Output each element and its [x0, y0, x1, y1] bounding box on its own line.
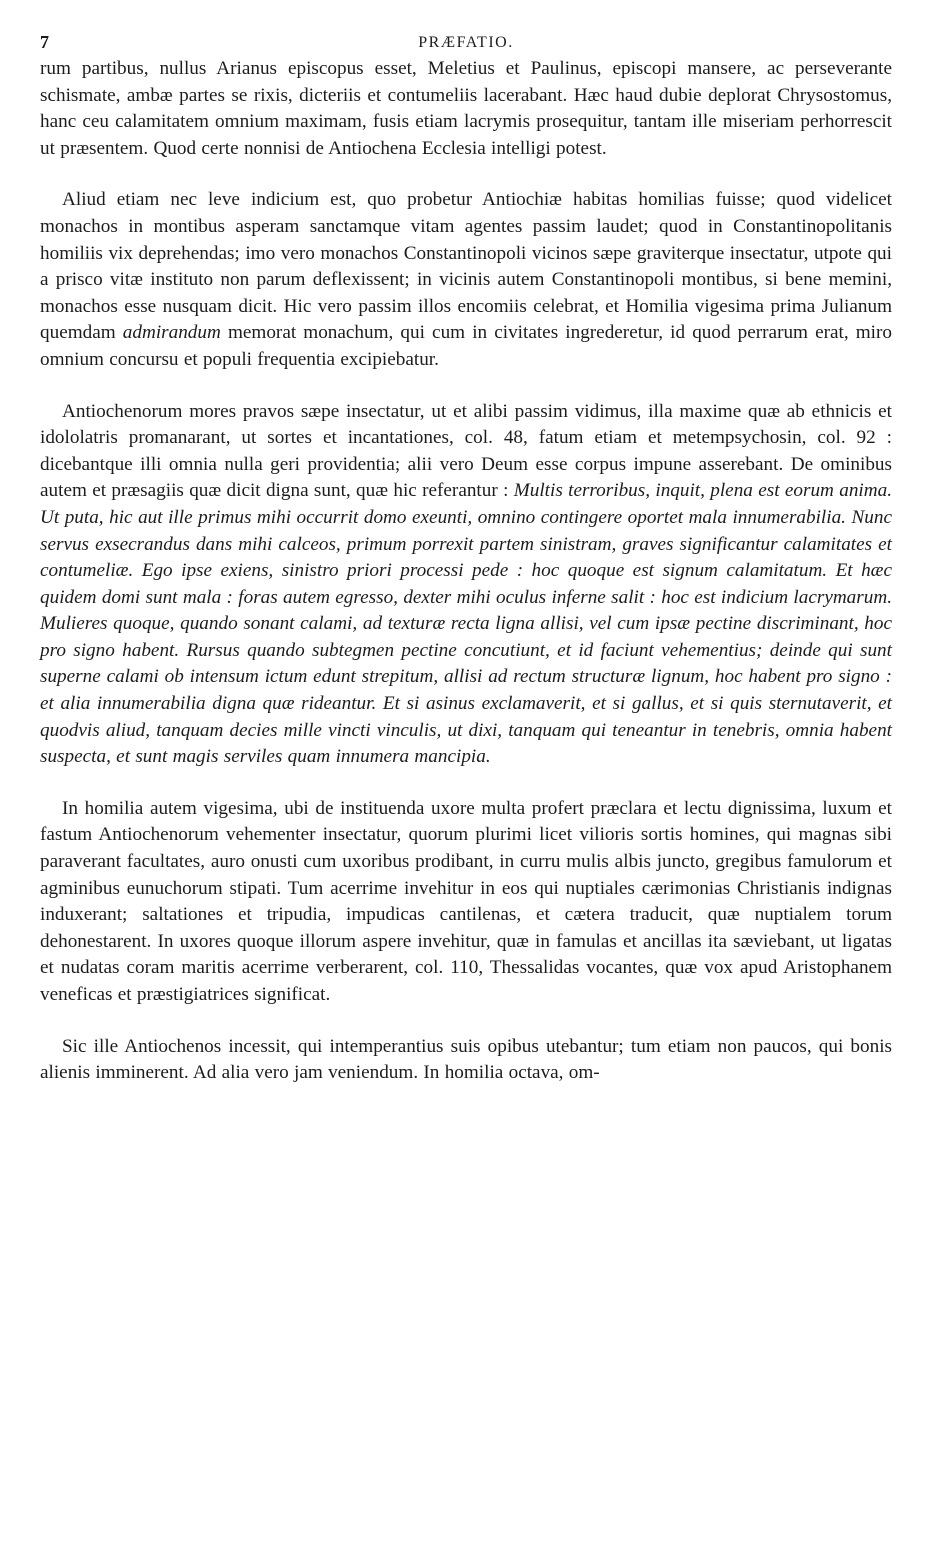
- page-number: 7: [40, 32, 50, 52]
- paragraph-1: rum partibus, nullus Arianus episcopus esset, Meletius et Paulinus, episcopi mansere, ac perseverante schismate, ambæ partes se rixis, dicteriis et contumeliis lacerabant. Hæc haud dubie deplorat Chrysostomus, hanc ceu calamitatem omnium maximam, fusis etiam lacrymis prosequitur, tantam ille miseriam perhorrescit ut præsentem. Quod certe nonnisi de Antiochena Ecclesia intelligi potest.: [40, 58, 892, 159]
- paragraph-2-text-b: memorat monachum, qui cum in civitates ingrederetur, id quod perrarum erat, miro omnium concursu et populi frequentia excipiebatur.: [40, 322, 892, 370]
- running-title: PRÆFATIO.: [418, 34, 514, 51]
- paragraph-2: [40, 187, 892, 373]
- paragraph-2-text-a: Aliud etiam nec leve indicium est, quo probetur Antiochiæ habitas homilias fuisse; quod videlicet monachos in montibus asperam sanctamque vitam agentes passim laudet; quod in Constantinopolitanis homiliis vix deprehendas; imo vero monachos Constantinopoli vicinos sæpe graviterque insectatur, utpote qui a prisco vitæ instituto non parum deflexissent; in vicinis autem Constantinopoli montibus, si bene memini, monachos esse nusquam dicit. Hic vero passim illos encomiis celebrat, et Homilia vigesima prima Julianum quemdam: [40, 189, 892, 344]
- paragraph-4: In homilia autem vigesima, ubi de instituenda uxore multa profert præclara et lectu dignissima, luxum et fastum Antiochenorum vehementer insectatur, quorum plurimi licet vilioris sortis homines, qui magnas sibi paraverant facultates, auro onusti cum uxoribus prodibant, in curru mulis albis juncto, gregibus famulorum et agminibus eunuchorum stipati. Tum acerrime invehitur in eos qui nuptiales cærimonias Christianis indignas induxerant; saltationes et tripudia, impudicas cantilenas, et cætera traducit, quæ nuptialem torum dehonestarent. In uxores quoque illorum aspere invehitur, quæ in famulas et ancillas ita sæviebant, ut ligatas et nudatas coram maritis acerrime verberarent, col. 110, Thessalidas vocantes, quæ vox apud Aristophanem veneficas et præstigiatrices significat.: [40, 797, 892, 1005]
- paragraph-5: Sic ille Antiochenos incessit, qui intemperantius suis opibus utebantur; tum etiam non paucos, qui bonis alienis imminerent. Ad alia vero jam veniendum. In homilia octava, om-: [40, 1035, 892, 1084]
- paragraph-2-italic: admirandum: [122, 322, 221, 344]
- paragraph-3: [40, 399, 892, 771]
- running-header: [40, 30, 892, 56]
- paragraph-3-quotation: Multis terroribus, inquit, plena est eorum anima. Ut puta, hic aut ille primus mihi occurrit domo exeunti, omnino contingere oportet mala innumerabilia. Nunc servus exsecrandus dans mihi calceos, primum porrexit partem sinistram, graves significantur calamitates et contumeliæ. Ego ipse exiens, sinistro priori processi pede : hoc quoque est signum calamitatum. Et hæc quidem domi sunt mala : foras autem egresso, dexter mihi oculus inferne salit : hoc est indicium lacrymarum. Mulieres quoque, quando sonant calami, ad texturæ recta ligna allisi, vel cum ipsæ pectine discriminant, hoc pro signo habent. Rursus quando subtegmen pectine concutiunt, et id faciunt vehementius; deinde qui sunt superne calami ob intensum ictum edunt strepitum, allisi ad rectum structuræ lignum, hoc habent pro signo : et alia innumerabilia digna quæ rideantur. Et si asinus exclamaverit, et si gallus, et si quis sternutaverit, et quodvis aliud, tanquam decies mille vincti vinculis, ut dixi, tanquam qui teneantur in tenebris, omnia habent suspecta, et sunt magis serviles quam innumera mancipia.: [40, 480, 892, 768]
- document-page: [40, 30, 892, 1087]
- paragraph-3-text: Antiochenorum mores pravos sæpe insectatur, ut et alibi passim vidimus, illa maxime quæ ab ethnicis et idololatris promanarant, ut sortes et incantationes, col. 48, fatum etiam et metempsychosin, col. 92 : dicebantque illi omnia nulla geri providentia; alii vero Deum esse corpus impune asserebant. De ominibus autem et præsagiis quæ dicit digna sunt, quæ hic referantur :: [40, 400, 892, 502]
